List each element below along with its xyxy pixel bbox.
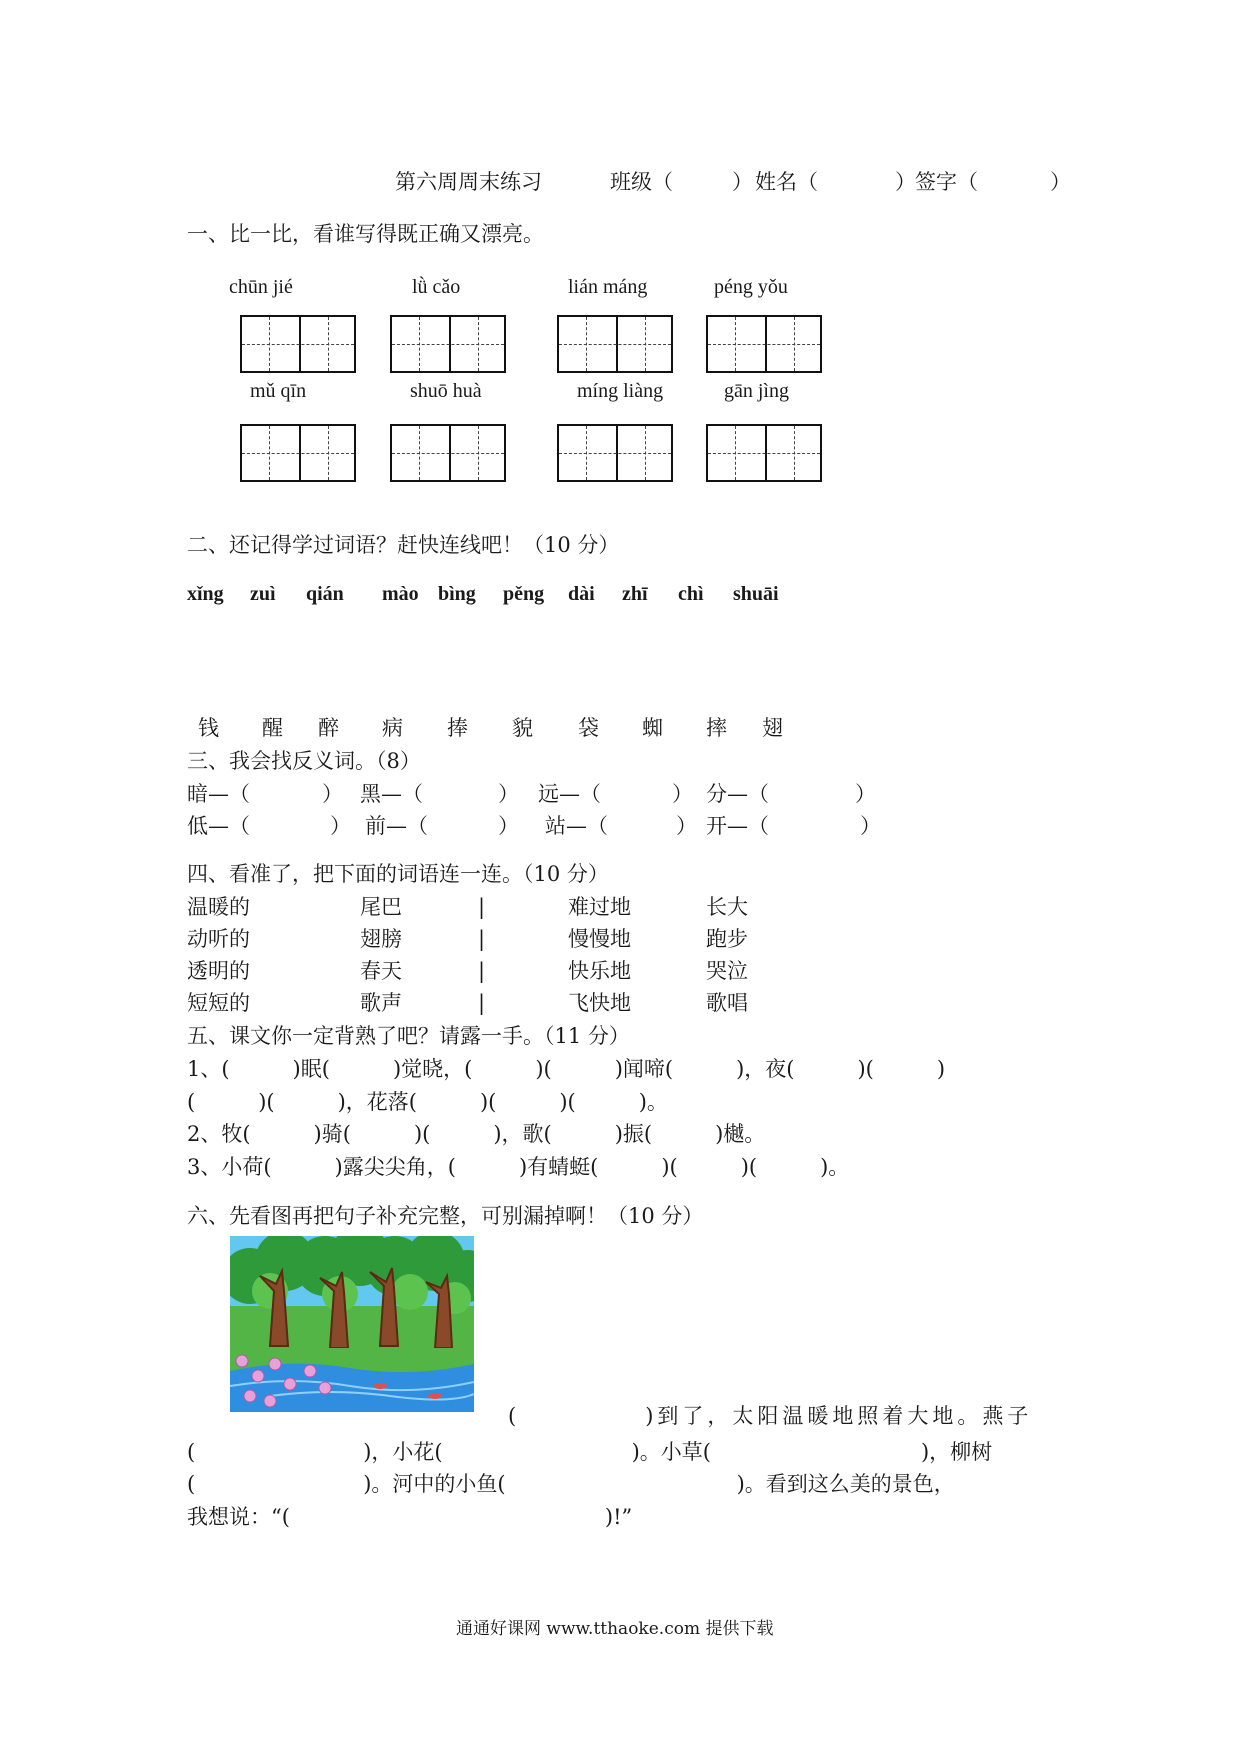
- sign-label: 签字（: [915, 170, 978, 194]
- writing-grid[interactable]: [240, 315, 356, 373]
- name-close: ）: [895, 170, 916, 194]
- writing-grid[interactable]: [390, 315, 506, 373]
- divider: |: [478, 991, 486, 1015]
- section-5-title: 五、课文你一定背熟了吧？请露一手。（11 分）: [187, 1024, 630, 1048]
- writing-grid[interactable]: [390, 424, 506, 482]
- pinyin-word: bìng: [438, 583, 476, 605]
- pinyin-label: shuō huà: [410, 380, 482, 402]
- scene-text-line: 我想说：“( )!”: [187, 1505, 633, 1529]
- match-char[interactable]: 袋: [578, 716, 599, 740]
- poem-line: 1、( )眠( )觉晓，( )( )闻啼( )，夜( )( ): [187, 1057, 946, 1081]
- match-char[interactable]: 摔: [706, 716, 727, 740]
- match-char[interactable]: 醒: [262, 716, 283, 740]
- poem-line: 2、牧( )骑( )( )，歌( )振( )樾。: [187, 1122, 766, 1146]
- antonym-close: ）: [676, 814, 697, 838]
- pinyin-label: míng liàng: [577, 380, 664, 402]
- antonym-prompt: 开—（: [706, 814, 769, 838]
- word-col1: 透明的: [187, 959, 250, 983]
- footer-text: 通通好课网 www.tthaoke.com 提供下载: [456, 1619, 774, 1639]
- word-col2: 尾巴: [360, 895, 402, 919]
- sign-close: ）: [1050, 170, 1071, 194]
- section-3-title: 三、我会找反义词。（8）: [187, 749, 421, 773]
- section-4-title: 四、看准了，把下面的词语连一连。（10 分）: [187, 862, 609, 886]
- section-6-title: 六、先看图再把句子补充完整，可别漏掉啊！（10 分）: [187, 1204, 704, 1228]
- pinyin-word: pěng: [503, 583, 545, 605]
- word-col1: 短短的: [187, 991, 250, 1015]
- word-col3: 慢慢地: [568, 927, 631, 951]
- antonym-close: ）: [498, 782, 519, 806]
- match-char[interactable]: 醉: [318, 716, 339, 740]
- antonym-prompt: 站—（: [545, 814, 608, 838]
- word-col3: 飞快地: [568, 991, 631, 1015]
- match-char[interactable]: 病: [382, 716, 403, 740]
- writing-grid[interactable]: [706, 424, 822, 482]
- pinyin-word: mào: [382, 583, 419, 605]
- word-col2: 春天: [360, 959, 402, 983]
- writing-grid[interactable]: [557, 424, 673, 482]
- divider: |: [478, 959, 486, 983]
- pinyin-word: shuāi: [733, 583, 779, 605]
- word-col3: 快乐地: [568, 959, 631, 983]
- word-col4: 跑步: [706, 927, 748, 951]
- pinyin-label: lǜ cǎo: [412, 276, 461, 298]
- antonym-prompt: 暗—（: [187, 782, 250, 806]
- poem-line: ( )( )，花落( )( )( )。: [187, 1090, 668, 1114]
- pinyin-label: chūn jié: [229, 276, 293, 298]
- antonym-prompt: 分—（: [706, 782, 769, 806]
- page-title: 第六周周末练习: [395, 170, 542, 194]
- name-label: 姓名（: [755, 170, 818, 194]
- word-col1: 动听的: [187, 927, 250, 951]
- word-col1: 温暖的: [187, 895, 250, 919]
- pinyin-word: xǐng: [187, 583, 224, 605]
- writing-grid[interactable]: [557, 315, 673, 373]
- pinyin-word: zhī: [622, 583, 648, 605]
- pinyin-label: lián máng: [568, 276, 648, 298]
- pinyin-word: dài: [568, 583, 595, 605]
- writing-grid[interactable]: [706, 315, 822, 373]
- antonym-prompt: 前—（: [365, 814, 428, 838]
- antonym-close: ）: [672, 782, 693, 806]
- section-2-title: 二、还记得学过词语？赶快连线吧！（10 分）: [187, 533, 620, 557]
- pinyin-word: zuì: [250, 583, 276, 605]
- word-col4: 长大: [706, 895, 748, 919]
- scene-text-line: ( )。河中的小鱼( )。看到这么美的景色，: [187, 1472, 955, 1496]
- word-col4: 歌唱: [706, 991, 748, 1015]
- word-col3: 难过地: [568, 895, 631, 919]
- class-label: 班级（: [610, 170, 673, 194]
- section-1-title: 一、比一比，看谁写得既正确又漂亮。: [187, 222, 544, 246]
- spring-scene-image: [230, 1236, 474, 1412]
- word-col4: 哭泣: [706, 959, 748, 983]
- pinyin-word: qián: [306, 583, 344, 605]
- word-col2: 歌声: [360, 991, 402, 1015]
- antonym-close: ）: [498, 814, 519, 838]
- poem-line: 3、小荷( )露尖尖角，( )有蜻蜓( )( )( )。: [187, 1155, 850, 1179]
- match-char[interactable]: 蜘: [642, 716, 663, 740]
- word-col2: 翅膀: [360, 927, 402, 951]
- scene-text-line: ( )到了，太阳温暖地照着大地。燕子: [508, 1404, 1033, 1428]
- divider: |: [478, 895, 486, 919]
- match-char[interactable]: 貌: [512, 716, 533, 740]
- pinyin-label: gān jìng: [724, 380, 789, 402]
- match-char[interactable]: 翅: [762, 716, 783, 740]
- scene-illustration: [230, 1236, 474, 1412]
- antonym-prompt: 黑—（: [360, 782, 423, 806]
- antonym-prompt: 低—（: [187, 814, 250, 838]
- divider: |: [478, 927, 486, 951]
- antonym-close: ）: [860, 814, 881, 838]
- antonym-prompt: 远—（: [538, 782, 601, 806]
- pinyin-word: chì: [678, 583, 704, 605]
- antonym-close: ）: [322, 782, 343, 806]
- writing-grid[interactable]: [240, 424, 356, 482]
- match-char[interactable]: 钱: [198, 716, 219, 740]
- match-char[interactable]: 捧: [447, 716, 468, 740]
- pinyin-label: péng yǒu: [714, 276, 788, 298]
- class-close: ）: [732, 170, 753, 194]
- antonym-close: ）: [330, 814, 351, 838]
- antonym-close: ）: [855, 782, 876, 806]
- scene-text-line: ( )，小花( )。小草( )，柳树: [187, 1440, 993, 1464]
- pinyin-label: mǔ qīn: [250, 380, 307, 402]
